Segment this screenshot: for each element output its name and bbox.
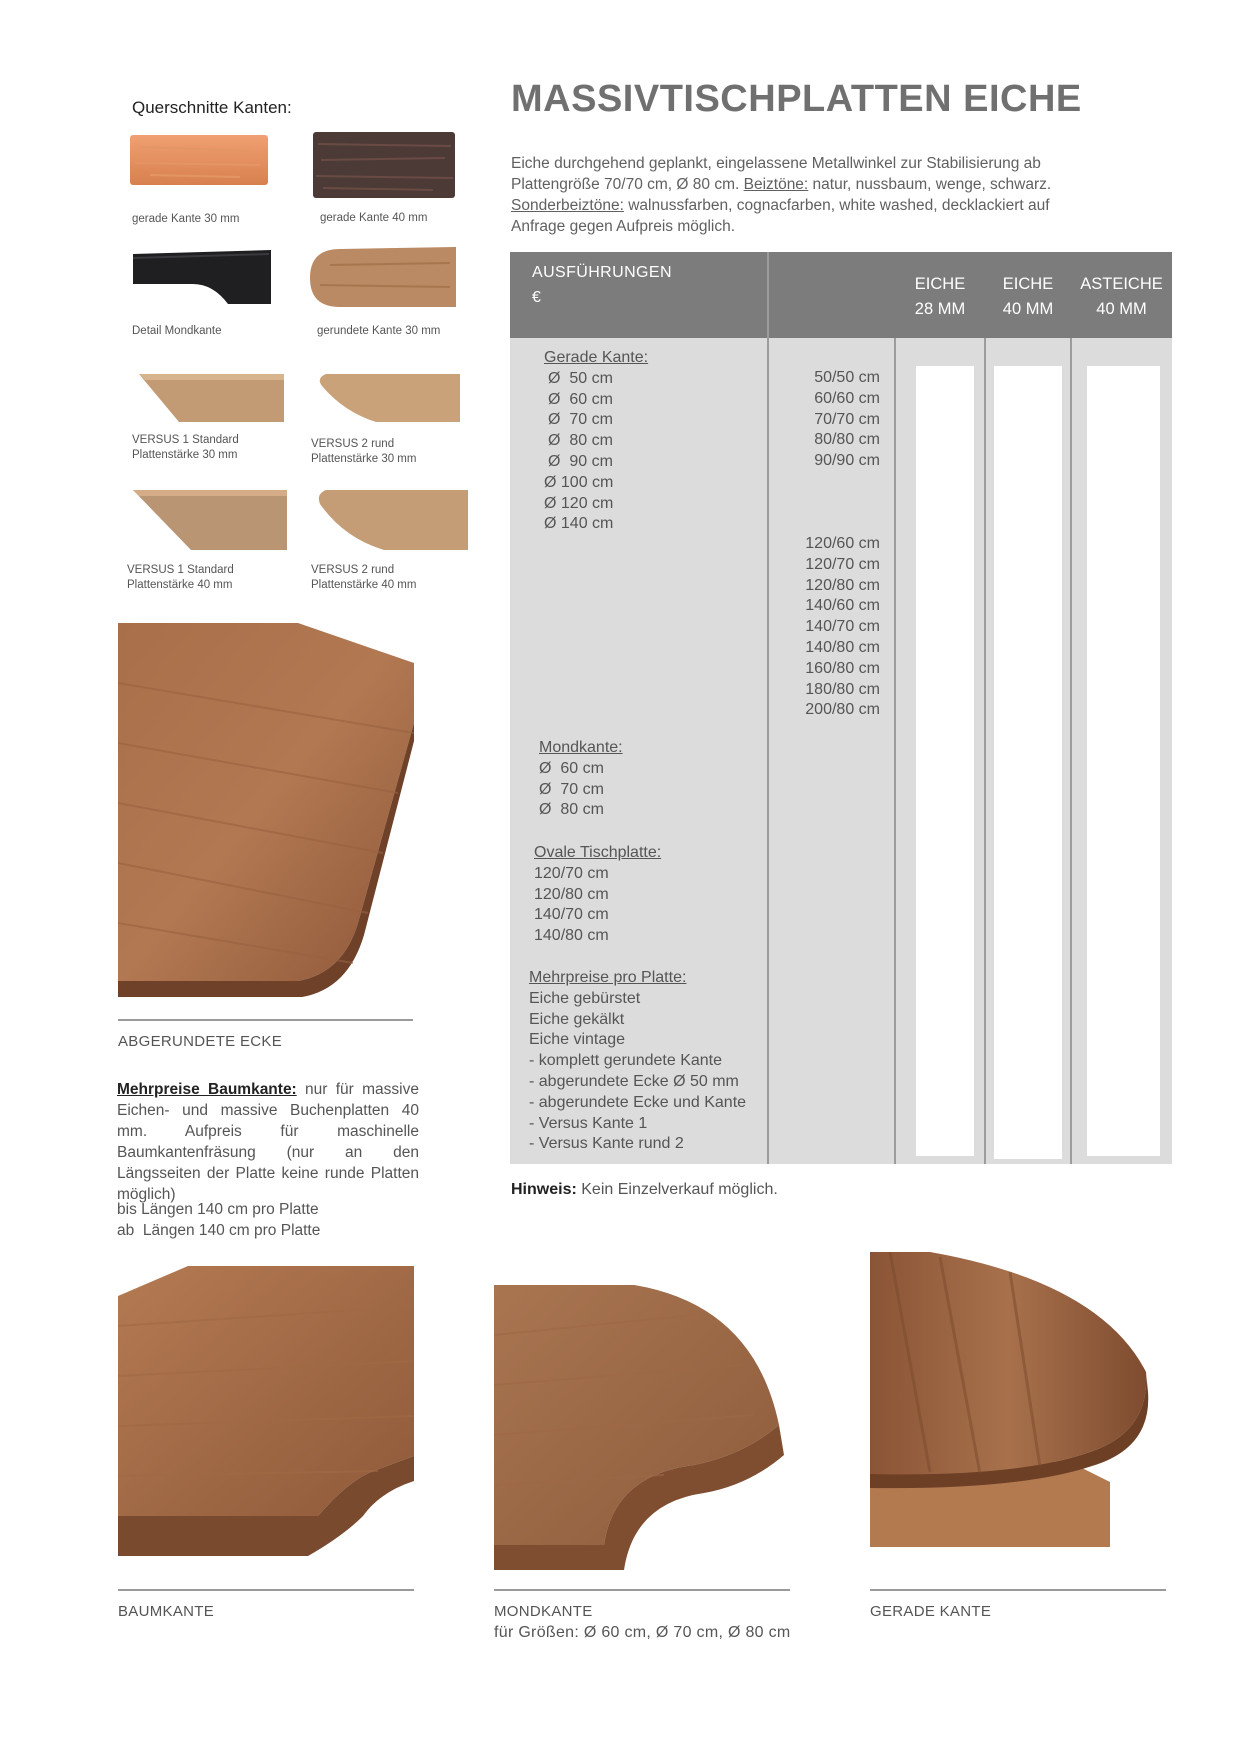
list-item: 120/70 cm bbox=[534, 864, 609, 882]
list-item: - komplett gerundete Kante bbox=[529, 1052, 723, 1070]
ovale-label: Ovale Tischplatte: bbox=[534, 844, 662, 861]
column-header-asteiche-40 bbox=[1071, 272, 1172, 322]
list-item: 140/70 cm bbox=[805, 618, 880, 636]
list-item: - abgerundete Ecke und Kante bbox=[529, 1093, 747, 1111]
list-item: 200/80 cm bbox=[805, 701, 880, 719]
list-item: 120/70 cm bbox=[805, 555, 880, 573]
moon-edge-detail-image bbox=[133, 248, 273, 310]
profile-caption: VERSUS 2 rund bbox=[311, 438, 395, 450]
profile-caption: Plattenstärke 40 mm bbox=[311, 579, 417, 591]
beiztoene-values: natur, nussbaum, wenge, schwarz. bbox=[808, 176, 1052, 193]
gerade-kante-photo bbox=[870, 1252, 1170, 1554]
column-divider bbox=[894, 338, 896, 1164]
intro-text bbox=[511, 153, 1101, 237]
hinweis-text: Kein Einzelverkauf möglich. bbox=[576, 1181, 778, 1198]
list-item: 160/80 cm bbox=[805, 659, 880, 677]
divider bbox=[118, 1019, 413, 1021]
list-item: - abgerundete Ecke Ø 50 mm bbox=[529, 1072, 739, 1090]
divider bbox=[870, 1589, 1166, 1591]
list-item: 120/80 cm bbox=[534, 885, 609, 903]
rounded-edge-30-image bbox=[310, 245, 450, 307]
list-item: Ø 60 cm bbox=[539, 759, 604, 777]
list-item: 120/60 cm bbox=[805, 535, 880, 552]
profile-caption: gerade Kante 40 mm bbox=[320, 212, 428, 224]
list-item: Ø 120 cm bbox=[544, 494, 614, 512]
list-item: Ø 100 cm bbox=[544, 473, 614, 491]
list-item: 70/70 cm bbox=[814, 410, 880, 428]
baumkante-surcharge-line: ab Längen 140 cm pro Platte bbox=[117, 1222, 321, 1239]
gerade-kante-caption: GERADE KANTE bbox=[870, 1603, 992, 1620]
hinweis-note bbox=[511, 1181, 778, 1199]
list-item: 140/60 cm bbox=[805, 597, 880, 615]
list-item: 140/70 cm bbox=[534, 906, 609, 924]
mehrpreise-list bbox=[529, 968, 746, 1155]
ovale-list bbox=[534, 843, 661, 947]
square-size-list bbox=[790, 368, 880, 472]
list-item: 60/60 cm bbox=[814, 389, 880, 407]
page-title: MASSIVTISCHPLATTEN EICHE bbox=[511, 78, 1082, 120]
list-item: Ø 50 cm bbox=[548, 369, 613, 387]
column-header-line: 40 MM bbox=[1002, 300, 1054, 318]
versus-2-30-image bbox=[314, 372, 454, 434]
column-divider bbox=[984, 338, 986, 1164]
profiles-title: Querschnitte Kanten: bbox=[132, 98, 292, 117]
column-header-eiche-40 bbox=[985, 272, 1071, 322]
mondkante-label: Mondkante: bbox=[539, 739, 623, 756]
price-column-eiche-40 bbox=[994, 366, 1062, 1159]
baumkante-surcharge-line: bis Längen 140 cm pro Platte bbox=[117, 1201, 319, 1218]
column-header-line: ASTEICHE bbox=[1080, 275, 1163, 293]
profile-caption: Plattenstärke 30 mm bbox=[132, 449, 238, 461]
gerade-kante-list bbox=[544, 348, 648, 535]
gerade-kante-label: Gerade Kante: bbox=[544, 349, 649, 366]
baumkante-surcharge-label: Mehrpreise Baumkante: bbox=[117, 1081, 297, 1098]
column-header-line: EICHE bbox=[914, 275, 966, 293]
mehrpreise-label: Mehrpreise pro Platte: bbox=[529, 969, 687, 986]
sonder-values: walnussfarben, cognacfarben, white washed, decklackiert auf Anfrage gegen Aufpreis möglich. bbox=[511, 197, 1050, 235]
baumkante-photo bbox=[118, 1266, 414, 1566]
rounded-corner-photo bbox=[118, 623, 414, 999]
list-item: Eiche vintage bbox=[529, 1031, 626, 1049]
list-item: 120/80 cm bbox=[805, 576, 880, 594]
list-item: Ø 70 cm bbox=[548, 411, 613, 429]
column-divider bbox=[1070, 338, 1072, 1164]
column-header-line: 40 MM bbox=[1096, 300, 1147, 318]
mondkante-caption: MONDKANTE bbox=[494, 1603, 593, 1620]
profile-caption: gerade Kante 30 mm bbox=[132, 213, 240, 225]
divider bbox=[118, 1589, 414, 1591]
rect-size-list bbox=[790, 534, 880, 721]
list-item: - Versus Kante 1 bbox=[529, 1114, 648, 1132]
table-header-currency: € bbox=[532, 289, 542, 306]
column-header-line: EICHE bbox=[1002, 275, 1054, 293]
profile-caption: VERSUS 1 Standard bbox=[127, 564, 234, 576]
list-item: Ø 80 cm bbox=[539, 801, 604, 819]
profile-caption: VERSUS 1 Standard bbox=[132, 434, 239, 446]
list-item: Ø 80 cm bbox=[548, 432, 613, 450]
column-divider bbox=[767, 252, 769, 338]
straight-edge-40-image bbox=[313, 132, 453, 194]
hinweis-label: Hinweis: bbox=[511, 1181, 577, 1198]
list-item: - Versus Kante rund 2 bbox=[529, 1135, 684, 1153]
baumkante-surcharge-desc: nur für massive Eichen- und massive Buchenplatten 40 mm. Aufpreis für maschinelle Baumkantenfräsung (nur an den Längsseiten der Platte keine runde Platten möglich) bbox=[117, 1081, 419, 1203]
mondkante-list bbox=[539, 738, 623, 821]
list-item: Eiche gebürstet bbox=[529, 989, 641, 1007]
price-column-asteiche-40 bbox=[1087, 366, 1160, 1156]
column-header-eiche-28 bbox=[895, 272, 985, 322]
price-table-header bbox=[510, 252, 1172, 338]
versus-1-30-image bbox=[134, 372, 274, 434]
versus-2-40-image bbox=[314, 488, 454, 550]
baumkante-surcharge-text bbox=[117, 1079, 419, 1205]
list-item: 140/80 cm bbox=[534, 927, 609, 945]
straight-edge-30-image bbox=[130, 133, 270, 195]
rounded-corner-caption: ABGERUNDETE ECKE bbox=[118, 1033, 282, 1050]
list-item: 180/80 cm bbox=[805, 680, 880, 698]
intro-part: Eiche durchgehend geplankt, eingelassene Metallwinkel zur Stabilisierung ab Plattengröße 70/70 cm, Ø 80 cm. bbox=[511, 155, 1041, 193]
profile-caption: Plattenstärke 30 mm bbox=[311, 453, 417, 465]
profile-caption: VERSUS 2 rund bbox=[311, 564, 395, 576]
list-item: 80/80 cm bbox=[814, 431, 880, 449]
price-column-eiche-28 bbox=[916, 366, 974, 1156]
list-item: Ø 70 cm bbox=[539, 780, 604, 798]
table-header-label: AUSFÜHRUNGEN bbox=[532, 264, 672, 281]
list-item: 50/50 cm bbox=[814, 369, 880, 386]
list-item: Ø 140 cm bbox=[544, 515, 614, 533]
list-item: 140/80 cm bbox=[805, 638, 880, 656]
divider bbox=[494, 1589, 790, 1591]
mondkante-sizes: für Größen: Ø 60 cm, Ø 70 cm, Ø 80 cm bbox=[494, 1624, 791, 1641]
list-item: 90/90 cm bbox=[814, 452, 880, 470]
profile-caption: gerundete Kante 30 mm bbox=[317, 325, 441, 337]
column-divider bbox=[767, 338, 769, 1164]
list-item: Ø 60 cm bbox=[548, 390, 613, 408]
beiztoene-label: Beiztöne: bbox=[743, 176, 809, 193]
list-item: Eiche gekälkt bbox=[529, 1010, 625, 1028]
sonder-label: Sonderbeiztöne: bbox=[511, 197, 624, 214]
column-header-line: 28 MM bbox=[914, 300, 966, 318]
profile-caption: Plattenstärke 40 mm bbox=[127, 579, 233, 591]
profile-caption: Detail Mondkante bbox=[132, 325, 222, 337]
mondkante-photo bbox=[494, 1285, 796, 1575]
baumkante-caption: BAUMKANTE bbox=[118, 1603, 215, 1620]
versus-1-40-image bbox=[131, 488, 271, 550]
list-item: Ø 90 cm bbox=[548, 452, 613, 470]
